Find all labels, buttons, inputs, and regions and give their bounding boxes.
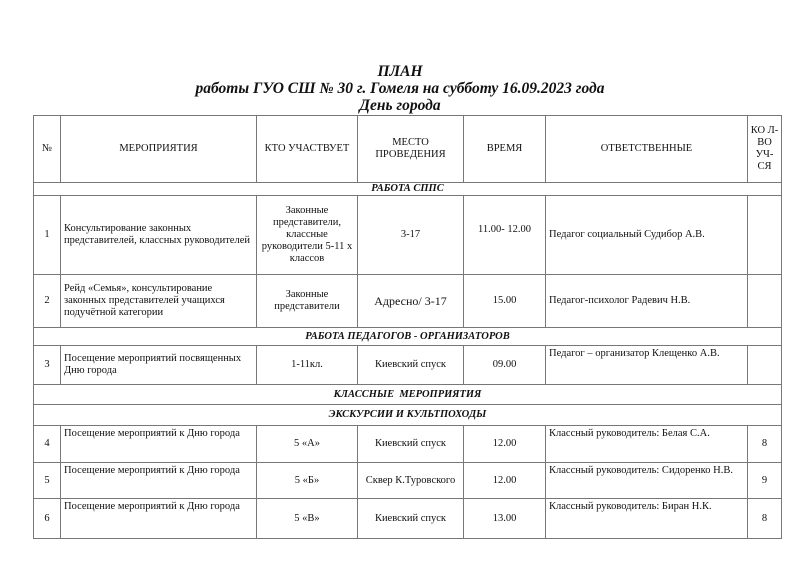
- cell-num: 5: [34, 463, 61, 499]
- table-row: [34, 275, 782, 328]
- table-row: [34, 426, 782, 463]
- header-count: КО Л- ВО УЧ- СЯ: [748, 116, 782, 183]
- section-sppc: РАБОТА СППС: [34, 183, 782, 196]
- cell-event: Посещение мероприятий к Дню города: [61, 499, 257, 539]
- cell-place: Киевский спуск: [358, 499, 464, 539]
- header-who: КТО УЧАСТВУЕТ: [257, 116, 358, 183]
- cell-time: 15.00: [464, 275, 546, 328]
- cell-who: Законные представители, классные руководители 5-11 х классов: [257, 196, 358, 275]
- table-row: [34, 499, 782, 539]
- section-row: [34, 405, 782, 426]
- cell-num: 2: [34, 275, 61, 328]
- cell-who: Законные представители: [257, 275, 358, 328]
- section-row: [34, 328, 782, 346]
- cell-event: Посещение мероприятий к Дню города: [61, 463, 257, 499]
- cell-time: 13.00: [464, 499, 546, 539]
- cell-place: Сквер К.Туровского: [358, 463, 464, 499]
- cell-who: 5 «А»: [257, 426, 358, 463]
- cell-place: Адресно/ 3-17: [358, 275, 464, 328]
- cell-count: [748, 346, 782, 385]
- cell-event: Консультирование законных представителей, классных руководителей: [61, 196, 257, 275]
- document-title: ПЛАН: [377, 63, 423, 80]
- cell-responsible: Педагог-психолог Радевич Н.В.: [546, 275, 748, 328]
- table-row: [34, 346, 782, 385]
- cell-time: 11.00- 12.00: [464, 196, 546, 275]
- section-excursions: ЭКСКУРСИИ И КУЛЬТПОХОДЫ: [34, 405, 782, 426]
- section-row: [34, 385, 782, 405]
- cell-place: Киевский спуск: [358, 426, 464, 463]
- cell-time: 12.00: [464, 426, 546, 463]
- cell-responsible: Классный руководитель: Сидоренко Н.В.: [546, 463, 748, 499]
- header-events: МЕРОПРИЯТИЯ: [61, 116, 257, 183]
- cell-count: 8: [748, 426, 782, 463]
- cell-responsible: Педагог социальный Судибор А.В.: [546, 196, 748, 275]
- document-event-name: День города: [359, 97, 441, 114]
- section-row: [34, 183, 782, 196]
- section-class-events: КЛАССНЫЕ МЕРОПРИЯТИЯ: [34, 385, 782, 405]
- table-row: [34, 196, 782, 275]
- cell-who: 1-11кл.: [257, 346, 358, 385]
- cell-num: 3: [34, 346, 61, 385]
- header-place: МЕСТО ПРОВЕДЕНИЯ: [358, 116, 464, 183]
- header-num: №: [34, 116, 61, 183]
- cell-event: Посещение мероприятий посвященных Дню города: [61, 346, 257, 385]
- cell-count: [748, 196, 782, 275]
- cell-event: Рейд «Семья», консультирование законных представителей учащихся подучётной категории: [61, 275, 257, 328]
- cell-count: [748, 275, 782, 328]
- cell-place: 3-17: [358, 196, 464, 275]
- cell-num: 4: [34, 426, 61, 463]
- cell-count: 9: [748, 463, 782, 499]
- header-time: ВРЕМЯ: [464, 116, 546, 183]
- section-organizers: РАБОТА ПЕДАГОГОВ - ОРГАНИЗАТОРОВ: [34, 328, 782, 346]
- cell-place: Киевский спуск: [358, 346, 464, 385]
- cell-time: 09.00: [464, 346, 546, 385]
- cell-who: 5 «Б»: [257, 463, 358, 499]
- document-subtitle: работы ГУО СШ № 30 г. Гомеля на субботу 16.09.2023 года: [195, 80, 605, 97]
- cell-num: 1: [34, 196, 61, 275]
- cell-event: Посещение мероприятий к Дню города: [61, 426, 257, 463]
- cell-responsible: Классный руководитель: Белая С.А.: [546, 426, 748, 463]
- table-row: [34, 463, 782, 499]
- cell-num: 6: [34, 499, 61, 539]
- header-responsible: ОТВЕТСТВЕННЫЕ: [546, 116, 748, 183]
- cell-count: 8: [748, 499, 782, 539]
- cell-responsible: Классный руководитель: Биран Н.К.: [546, 499, 748, 539]
- cell-who: 5 «В»: [257, 499, 358, 539]
- plan-table: [33, 115, 782, 539]
- header-row: [34, 116, 782, 183]
- cell-time: 12.00: [464, 463, 546, 499]
- cell-responsible: Педагог – организатор Клещенко А.В.: [546, 346, 748, 385]
